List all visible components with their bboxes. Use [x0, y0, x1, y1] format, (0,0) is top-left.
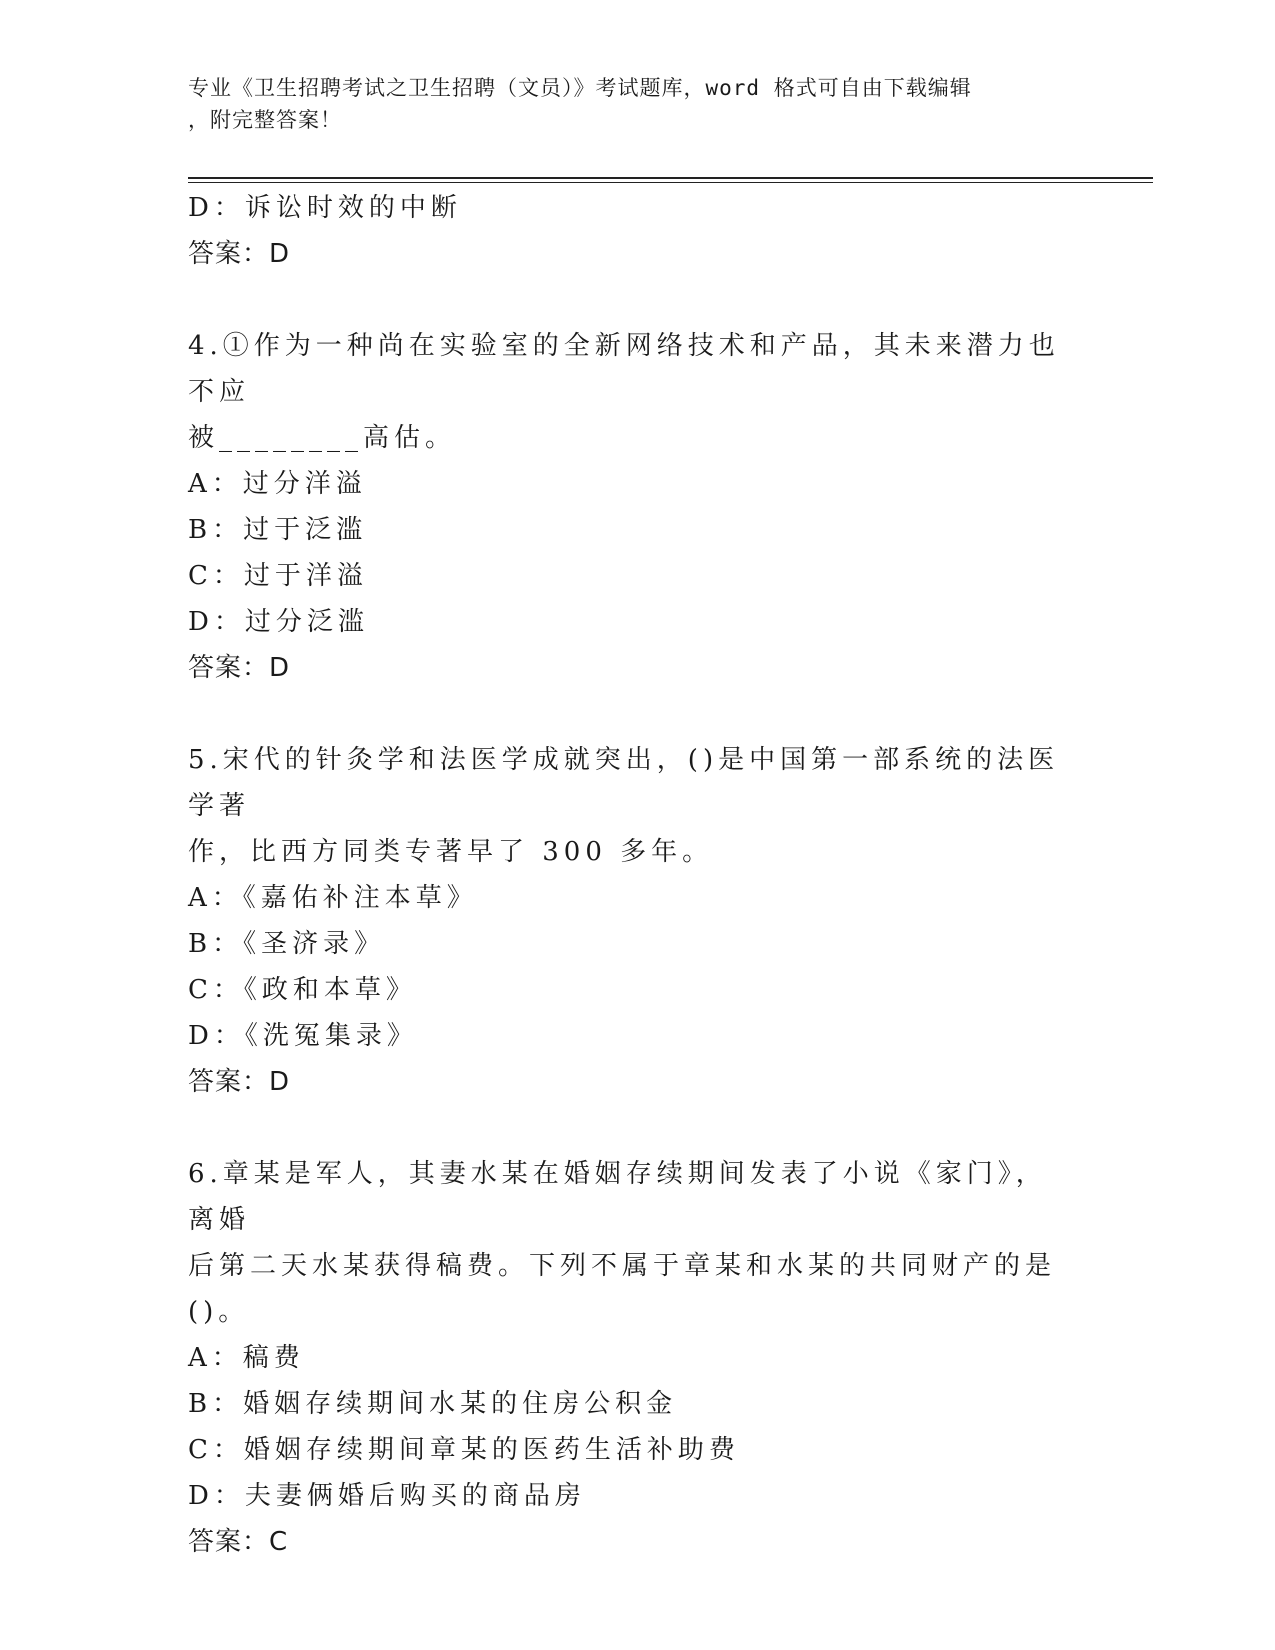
q5-stem-line-1: 5.宋代的针灸学和法医学成就突出，()是中国第一部系统的法医学著: [188, 745, 1060, 821]
q5-answer: 答案：D: [188, 1067, 291, 1097]
q3-answer: 答案：D: [188, 239, 291, 269]
q4-stem-line-2: 被________高估。: [188, 423, 457, 453]
q6-answer: 答案：C: [188, 1527, 289, 1557]
header-divider-thick: [188, 177, 1153, 179]
q5-option-b: B：《圣济录》: [188, 929, 386, 959]
q6-option-b: B：婚姻存续期间水某的住房公积金: [188, 1389, 678, 1419]
q4-option-b: B：过于泛滥: [188, 515, 368, 545]
header-line-2: ，附完整答案！: [188, 108, 342, 132]
q6-option-c: C：婚姻存续期间章某的医药生活补助费: [188, 1435, 740, 1465]
q5-option-a: A：《嘉佑补注本草》: [188, 883, 478, 913]
q5-option-c: C：《政和本草》: [188, 975, 417, 1005]
document-header: [188, 72, 1068, 136]
q6-option-d: D：夫妻俩婚后购买的商品房: [188, 1481, 586, 1511]
header-divider-thin: [188, 182, 1153, 183]
q4-stem-line-1: 4.①作为一种尚在实验室的全新网络技术和产品，其未来潜力也不应: [188, 331, 1060, 407]
question-4: [188, 323, 1068, 691]
q5-stem-line-2: 作，比西方同类专著早了 300 多年。: [188, 837, 714, 867]
q4-option-c: C：过于洋溢: [188, 561, 368, 591]
question-6: [188, 1151, 1068, 1565]
q3-option-d: D：诉讼时效的中断: [188, 193, 462, 223]
q5-option-d: D：《洗冤集录》: [188, 1021, 418, 1051]
header-line-1: 专业《卫生招聘考试之卫生招聘（文员）》考试题库，word 格式可自由下载编辑: [188, 76, 972, 100]
question-5: [188, 737, 1068, 1105]
q6-option-a: A：稿费: [188, 1343, 305, 1373]
q6-stem-line-2: 后第二天水某获得稿费。下列不属于章某和水某的共同财产的是()。: [188, 1251, 1057, 1327]
q4-answer: 答案：D: [188, 653, 291, 683]
q4-option-d: D：过分泛滥: [188, 607, 369, 637]
q4-option-a: A：过分洋溢: [188, 469, 367, 499]
q6-stem-line-1: 6.章某是军人，其妻水某在婚姻存续期间发表了小说《家门》，离婚: [188, 1159, 1047, 1235]
question-list: [188, 185, 1068, 1565]
